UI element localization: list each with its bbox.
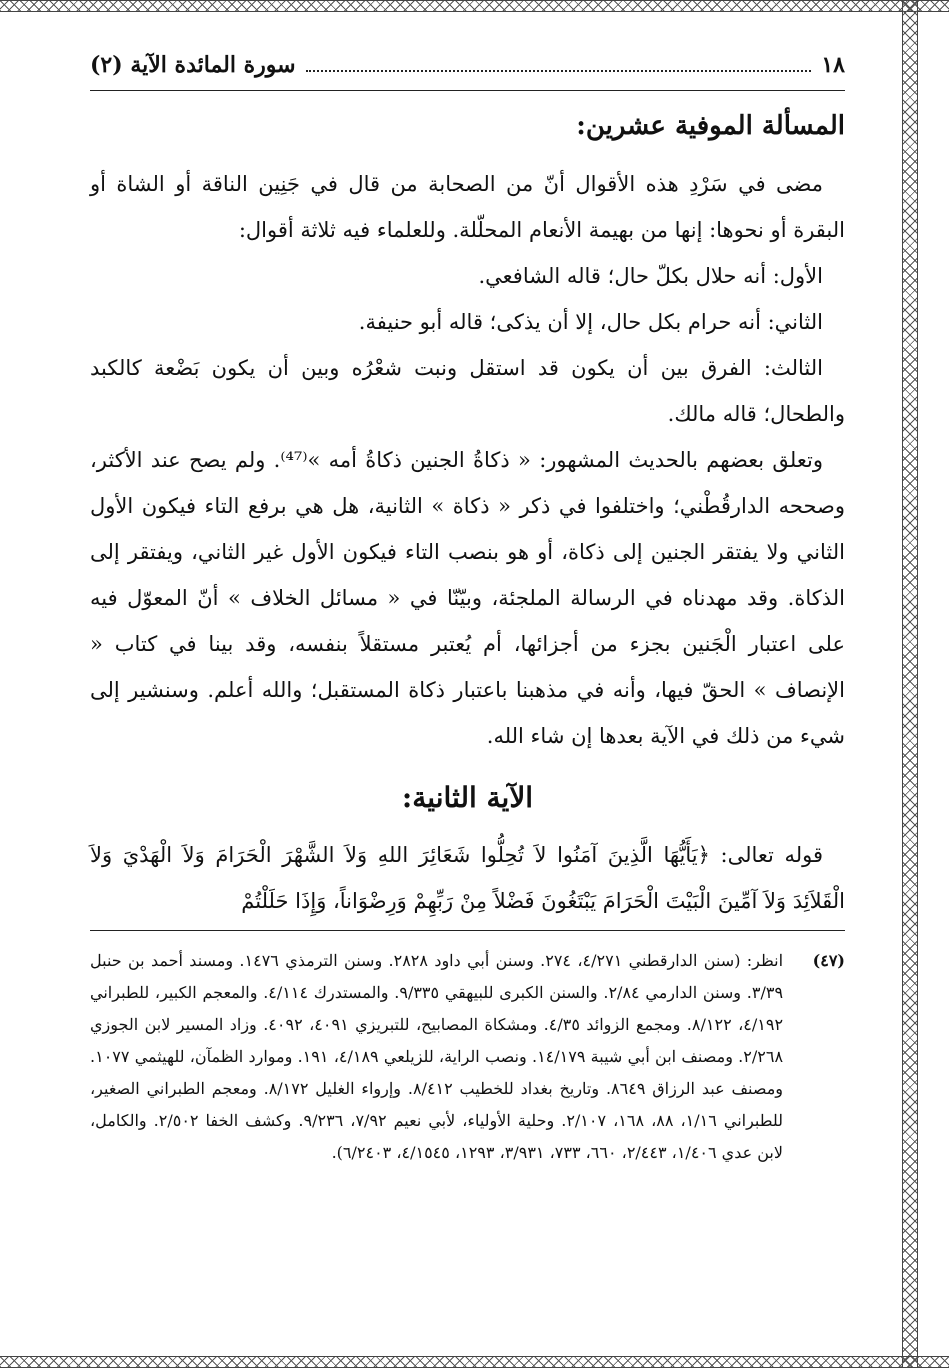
paragraph-second-opinion: الثاني: أنه حرام بكل حال، إلا أن يذكى؛ قاله أبو حنيفة. <box>358 310 823 334</box>
section-title: المسألة الموفية عشرين: <box>576 111 845 141</box>
paragraph-hadith-discussion: وتعلق بعضهم بالحديث المشهور: « ذكاةُ الجنين ذكاةُ أمه »⁽⁴⁷⁾. ولم يصح عند الأكثر، وصححه الدارقُطْني؛ واختلفوا في ذكر « ذكاة » الثانية، هل هي برفع التاء فيكون الأول الثاني ولا يفتقر الجنين إلى ذكاة، أو هو بنصب التاء فيكون الأول غير الثاني، ويفتقر إلى الذكاة. وقد مهدناه في الرسالة الملجئة، وبيّنّا في « مسائل الخلاف » أنّ المعوّل فيه على اعتبار الْجَنين بجزء من أجزائها، أم يُعتبر مستقلاً بنفسه، وقد بينا في كتاب « الإنصاف » الحقّ فيها، وأنه في مذهبنا باعتبار ذكاة المستقبل؛ والله أعلم. وسنشير إلى شيء من ذلك في الآية بعدها إن شاء الله. <box>90 448 845 748</box>
book-page <box>90 52 845 1282</box>
header-leader-dots <box>306 56 812 72</box>
decorative-border-top <box>0 0 949 12</box>
decorative-border-bottom <box>0 1356 949 1368</box>
verse-section-title: الآية الثانية: <box>401 781 534 814</box>
header-rule <box>90 90 845 91</box>
decorative-border-right <box>902 0 918 1368</box>
paragraph-intro: مضى في سَرْدِ هذه الأقوال أنّ من الصحابة من قال في جَنِين الناقة أو الشاة أو البقرة أو نحوها: إنها من بهيمة الأنعام المحلّلة. وللعلماء فيه ثلاثة أقوال: <box>90 172 845 242</box>
quran-verse: قوله تعالى: ﴿يَأَيُّهَا الَّذِينَ آمَنُوا لاَ تُحِلُّوا شَعَائِرَ اللهِ وَلاَ الشَّهْرَ الْحَرَامَ وَلاَ الْهَدْيَ وَلاَ الْقَلاَئِدَ وَلاَ آمِّينَ الْبَيْتَ الْحَرَامَ يَبْتَغُونَ فَضْلاً مِنْ رَبِّهِمْ وَرِضْوَاناً، وَإِذَا حَلَلْتُمْ <box>90 832 845 931</box>
footnote-number: (٤٧) <box>812 951 845 970</box>
paragraph-third-opinion: الثالث: الفرق بين أن يكون قد استقل ونبت شعْرُه وبين أن يكون بَضْعة كالكبد والطحال؛ قاله مالك. <box>90 356 845 426</box>
paragraph-first-opinion: الأول: أنه حلال بكلّ حال؛ قاله الشافعي. <box>478 264 823 288</box>
page-number: ١٨ <box>821 52 845 78</box>
footnote <box>90 945 845 1169</box>
page-header <box>90 52 845 90</box>
running-title: سورة المائدة الآية (٢) <box>90 52 296 78</box>
footnote-text: انظر: (سنن الدارقطني ٤/٢٧١، ٢٧٤. وسنن أبي داود ٢٨٢٨. وسنن الترمذي ١٤٧٦. ومسند أحمد بن حنبل ٣/٣٩. وسنن الدارمي ٢/٨٤. والسنن الكبرى للبيهقي ٩/٣٣٥. والمستدرك ٤/١١٤. والمعجم الكبير، للطبراني ٤/١٩٢، ٨/١٢٢. ومجمع الزوائد ٤/٣٥. ومشكاة المصابيح، للتبريزي ٤٠٩١، ٤٠٩٢. وزاد المسير لابن الجوزي ٢/٢٦٨. ومصنف ابن أبي شيبة ١٤/١٧٩. ونصب الراية، للزيلعي ٤/١٨٩، ١٩١. وموارد الظمآن، للهيثمي ١٠٧٧. ومصنف عبد الرزاق ٨٦٤٩. وتاريخ بغداد للخطيب ٨/٤١٢. وإرواء الغليل ٨/١٧٢. ومعجم الطبراني الصغير، للطبراني ١/١٦، ٨٨، ١٦٨، ٢/١٠٧. وحلية الأولياء، لأبي نعيم ٧/٩٢، ٩/٢٣٦. وكشف الخفا ٢/٥٠٢. والكامل، لابن عدي ١/٤٠٦، ٢/٤٤٣، ٦٦٠، ٧٣٣، ٣/٩٣١، ١٢٩٣، ٤/١٥٤٥، ٦/٢٤٠٣). <box>90 951 784 1162</box>
